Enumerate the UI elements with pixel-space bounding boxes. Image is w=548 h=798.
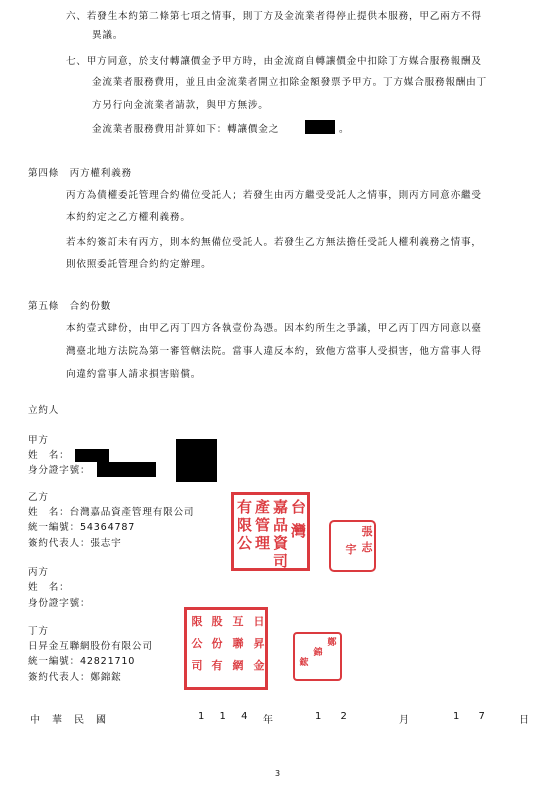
article5-line3: 向違約當事人請求損害賠償。 [66,369,202,380]
redacted-party-a-id [97,462,156,477]
article4-p1-line1: 丙方為債權委託管理合約備位受託人；若發生由丙方繼受受託人之情事，則丙方同意亦繼受 [66,190,482,201]
party-d-representative: 簽約代表人：鄭錦鋐 [28,672,122,683]
party-b-label: 乙方 [28,492,49,503]
company-seal-b: 台 灣 嘉 品 資 產 管 理 有 限 公 司 [231,492,310,571]
clause7-line4-end: 。 [339,124,350,135]
party-a-label: 甲方 [28,435,49,446]
redacted-party-a-seal [176,439,217,482]
signatories-title: 立約人 [28,405,60,416]
article4-heading: 第四條 丙方權利義務 [28,168,132,179]
clause7-line2: 金流業者服務費用，並且由金流業者開立扣除金額發票予甲方。丁方媒合服務報酬由丁 [92,77,487,88]
article5-line2: 灣臺北地方法院為第一審管轄法院。當事人違反本約，致他方當事人受損害，他方當事人得 [66,346,482,357]
party-c-name-label: 姓 名： [28,582,70,593]
clause6-line1: 六、若發生本約第二條第七項之情事，則丁方及金流業者得停止提供本服務，甲乙兩方不得 [66,11,482,22]
article5-heading: 第五條 合約份數 [28,301,112,312]
clause6-line2: 異議。 [92,30,124,41]
redacted-rate [305,120,335,134]
party-c-id-label: 身份證字號： [28,598,91,609]
page-number: 3 [275,769,281,778]
article4-p2-line2: 則依照委託管理合約約定辦理。 [66,259,212,270]
article4-p2-line1: 若本約簽訂未有丙方，則本約無備位受託人。若發生乙方無法擔任受託人權利義務之情事， [66,237,482,248]
representative-seal-b: 張 志 宇 [329,520,376,572]
clause7-line1: 七、甲方同意，於支付轉讓價金予甲方時，由金流商自轉讓價金中扣除丁方媒合服務報酬及 [66,56,482,67]
party-b-tax-id: 統一編號：54364787 [28,522,136,533]
party-d-tax-id: 統一編號：42821710 [28,656,136,667]
clause7-line4: 金流業者服務費用計算如下：轉讓價金之 [92,124,280,135]
redacted-party-a-name [75,449,109,462]
article4-p1-line2: 本約約定之乙方權利義務。 [66,212,191,223]
representative-seal-d: 鄭 錦 鋐 [293,632,342,681]
party-b-name: 姓 名：台灣嘉品資產管理有限公司 [28,507,195,518]
party-c-label: 丙方 [28,567,49,578]
clause7-line3: 方另行向金流業者請款，與甲方無涉。 [92,100,269,111]
party-a-name-label: 姓 名： [28,450,70,461]
company-seal-d: 日 昇 金 互 聯 網 股 份 有 限 公 司 [184,607,268,690]
party-d-label: 丁方 [28,626,49,637]
party-d-company: 日昇金互聯網股份有限公司 [28,641,153,652]
article5-line1: 本約壹式肆份，由甲乙丙丁四方各執壹份為憑。因本約所生之爭議，甲乙丙丁四方同意以臺 [66,323,482,334]
party-a-id-label: 身分證字號： [28,465,91,476]
party-b-representative: 簽約代表人：張志宇 [28,538,122,549]
